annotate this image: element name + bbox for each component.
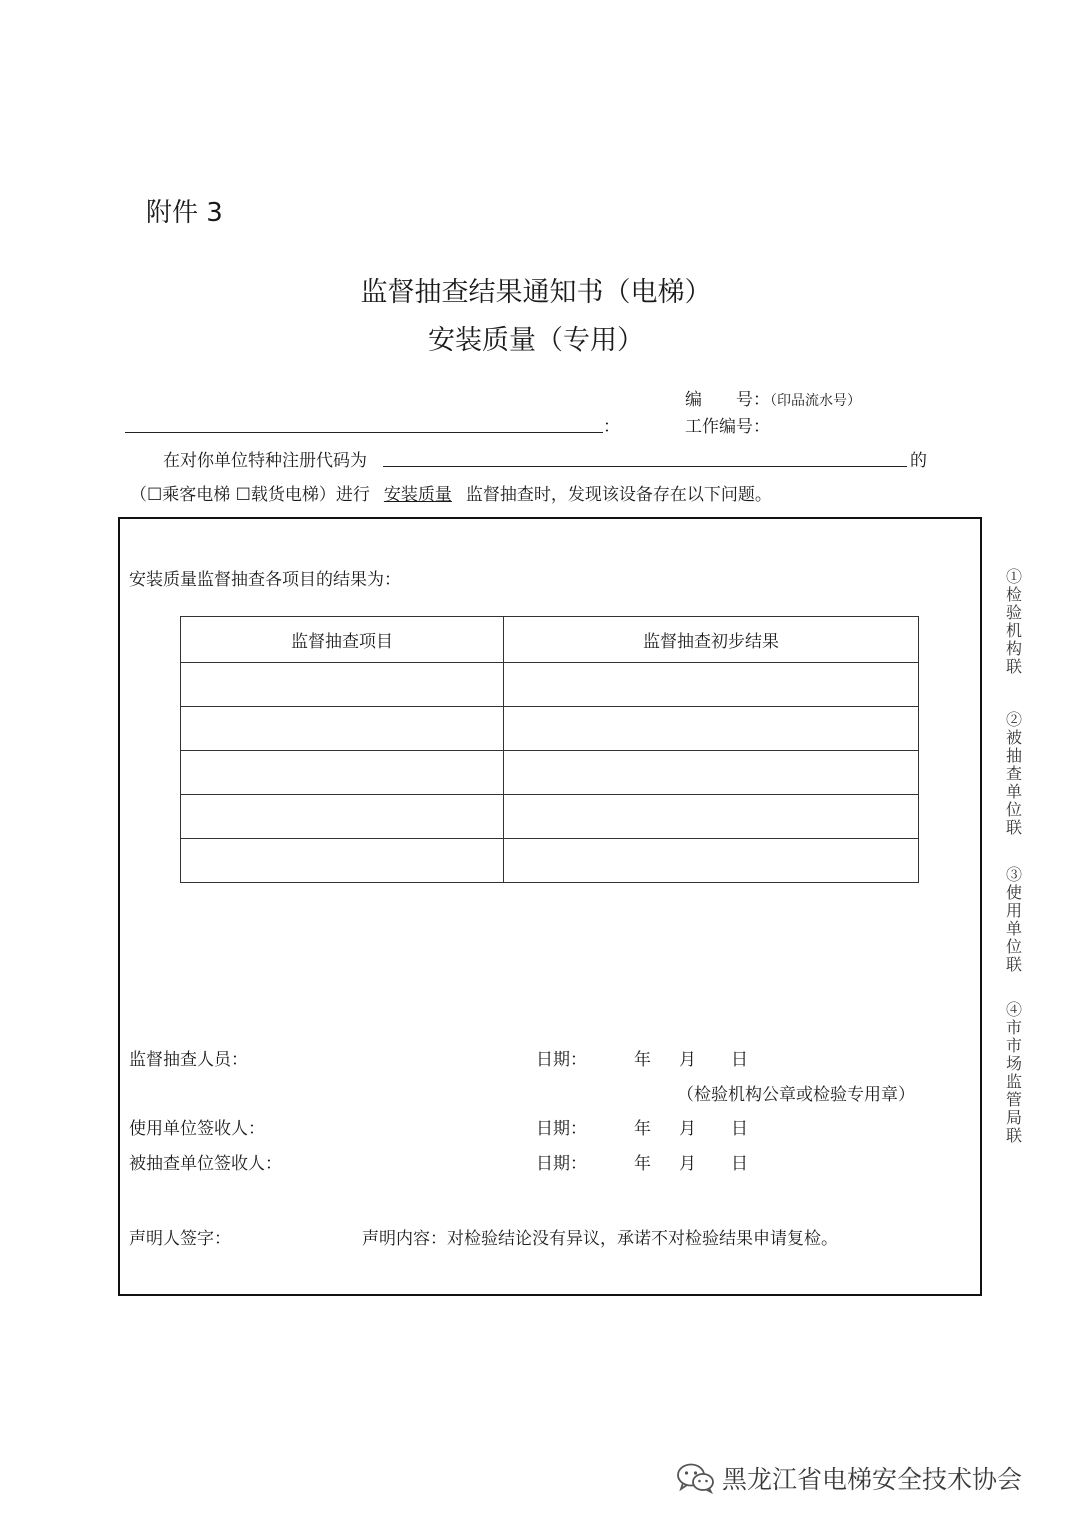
attachment-label: 附件 3 (146, 198, 223, 228)
results-intro: 安装质量监督抽查各项目的结果为： (129, 570, 401, 590)
date-label: 日期： (536, 1154, 587, 1174)
watermark (676, 1460, 1022, 1496)
month-label: 月 (679, 1154, 696, 1174)
table-cell (181, 663, 504, 707)
document-title: 监督抽查结果通知书（电梯） (360, 277, 712, 308)
intro-line1-prefix: 在对你单位特种注册代码为 (163, 451, 367, 471)
date-label: 日期： (536, 1119, 587, 1139)
table-row (181, 707, 919, 751)
month-label: 月 (679, 1050, 696, 1070)
table-cell (181, 839, 504, 883)
day-label: 日 (731, 1050, 748, 1070)
intro-line2-prefix: （☐乘客电梯 ☐载货电梯）进行 (130, 485, 370, 505)
year-label: 年 (634, 1050, 651, 1070)
month-label: 月 (679, 1119, 696, 1139)
intro-line1-suffix: 的 (910, 451, 927, 471)
copy-label-inspected-unit: ②被抽查单位联 (1005, 710, 1022, 837)
table-cell (181, 795, 504, 839)
intro-line2 (130, 480, 772, 505)
copy-label-market-regulator: ④市市场监管局联 (1005, 1000, 1022, 1145)
table-cell (504, 795, 919, 839)
document-subtitle: 安装质量（专用） (428, 325, 644, 356)
inspector-date (536, 1045, 748, 1070)
work-number-label: 工作编号： (685, 417, 770, 437)
declarant-signature-label: 声明人签字： (129, 1229, 231, 1249)
declaration-content: 声明内容：对检验结论没有异议，承诺不对检验结果申请复检。 (362, 1229, 838, 1249)
inspection-type-underlined: 安装质量 (383, 485, 452, 505)
registration-code-blank-line (383, 466, 907, 467)
addressee-blank-line (125, 432, 603, 433)
serial-number-field (685, 385, 861, 410)
table-row (181, 663, 919, 707)
table-row (181, 751, 919, 795)
year-label: 年 (634, 1154, 651, 1174)
copy-label-user-unit: ③使用单位联 (1005, 865, 1022, 974)
inspected-unit-receiver-label: 被抽查单位签收人： (129, 1154, 282, 1174)
table-cell (504, 751, 919, 795)
table-row (181, 839, 919, 883)
header-preliminary-result: 监督抽查初步结果 (504, 617, 919, 663)
year-label: 年 (634, 1119, 651, 1139)
seal-note: （检验机构公章或检验专用章） (677, 1085, 915, 1105)
table-cell (504, 663, 919, 707)
intro-line2-suffix: 监督抽查时，发现该设备存在以下问题。 (465, 485, 772, 505)
date-label: 日期： (536, 1050, 587, 1070)
table-cell (181, 707, 504, 751)
table-row (181, 795, 919, 839)
table-cell (181, 751, 504, 795)
table-cell (504, 707, 919, 751)
day-label: 日 (731, 1119, 748, 1139)
user-unit-receiver-label: 使用单位签收人： (129, 1119, 265, 1139)
day-label: 日 (731, 1154, 748, 1174)
header-inspection-item: 监督抽查项目 (181, 617, 504, 663)
addressee-colon: ： (603, 417, 620, 437)
user-unit-date (536, 1114, 748, 1139)
table-cell (504, 839, 919, 883)
results-table (180, 616, 919, 883)
table-header-row (181, 617, 919, 663)
inspected-unit-date (536, 1149, 748, 1174)
watermark-text: 黑龙江省电梯安全技术协会 (722, 1465, 1023, 1494)
copy-label-inspection-agency: ①检验机构联 (1005, 567, 1022, 676)
wechat-icon (676, 1462, 716, 1494)
inspector-label: 监督抽查人员： (129, 1050, 248, 1070)
serial-number-label: 编 号： (685, 390, 770, 410)
serial-number-hint: （印品流水号） (770, 393, 861, 409)
